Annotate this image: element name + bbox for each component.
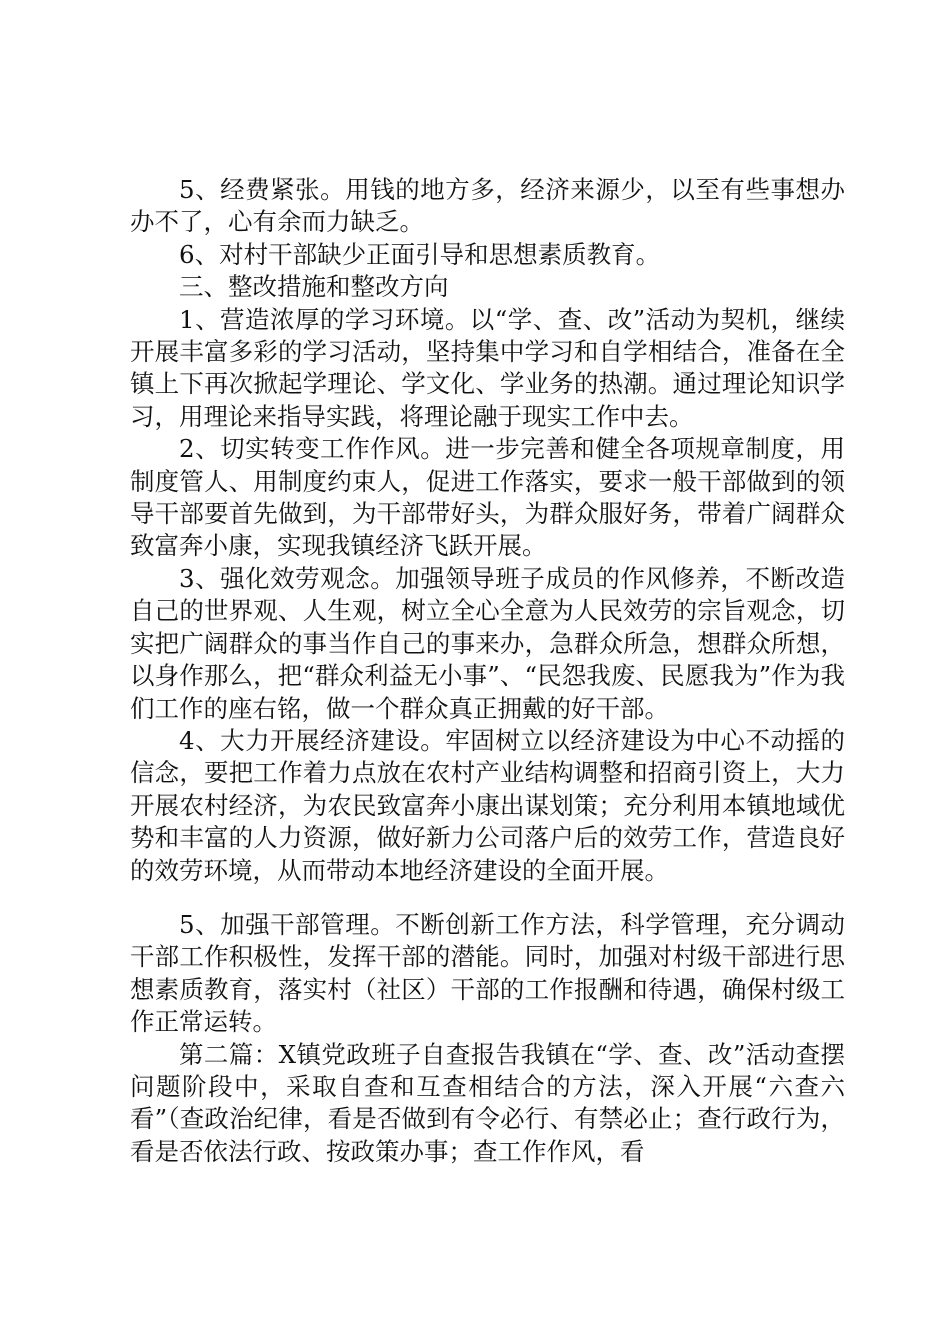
paragraph-work-style: 2、切实转变工作作风。进一步完善和健全各项规章制度，用制度管人、用制度约束人，促进工作落实，要求一般干部做到的领导干部要首先做到，为干部带好头，为群众服好务，带着广阔群众致富奔小康，实现我镇经济飞跃开展。 bbox=[130, 434, 845, 561]
paragraph-service-concept: 3、强化效劳观念。加强领导班子成员的作风修养，不断改造自己的世界观、人生观，树立全心全意为人民效劳的宗旨观念，切实把广阔群众的事当作自己的事来办，急群众所急，想群众所想，以身作那么，把“群众利益无小事”、“民怨我废、民愿我为”作为我们工作的座右铭，做一个群众真正拥戴的好干部。 bbox=[130, 563, 845, 723]
paragraph-spacer bbox=[130, 887, 845, 909]
section-heading-rectification: 三、整改措施和整改方向 bbox=[179, 272, 449, 302]
paragraph-village-cadre-guidance: 6、对村干部缺少正面引导和思想素质教育。 bbox=[179, 239, 661, 269]
paragraph-economic-development: 4、大力开展经济建设。牢固树立以经济建设为中心不动摇的信念，要把工作着力点放在农村产业结构调整和招商引资上，大力开展农村经济，为农民致富奔小康出谋划策；充分利用本镇地域优势和丰富的人力资源，做好新力公司落户后的效劳工作，营造良好的效劳环境，从而带动本地经济建设的全面开展。 bbox=[130, 725, 845, 885]
document-body bbox=[130, 174, 845, 1168]
paragraph-cadre-management: 5、加强干部管理。不断创新工作方法，科学管理，充分调动干部工作积极性，发挥干部的潜能。同时，加强对村级干部进行思想素质教育，落实村（社区）干部的工作报酬和待遇，确保村级工作正常运转。 bbox=[130, 909, 845, 1037]
paragraph-learning-environment: 1、营造浓厚的学习环境。以“学、查、改”活动为契机，继续开展丰富多彩的学习活动，坚持集中学习和自学相结合，准备在全镇上下再次掀起学理论、学文化、学业务的热潮。通过理论知识学习，用理论来指导实践，将理论融于现实工作中去。 bbox=[130, 304, 845, 431]
paragraph-second-article: 第二篇：X镇党政班子自查报告我镇在“学、查、改”活动查摆问题阶段中，采取自查和互查相结合的方法，深入开展“六查六看”（查政治纪律，看是否做到有令必行、有禁必止；查行政行为，看是否依法行政、按政策办事；查工作作风，看 bbox=[130, 1039, 845, 1166]
paragraph-funding-shortage: 5、经费紧张。用钱的地方多，经济来源少，以至有些事想办办不了，心有余而力缺乏。 bbox=[130, 175, 845, 237]
